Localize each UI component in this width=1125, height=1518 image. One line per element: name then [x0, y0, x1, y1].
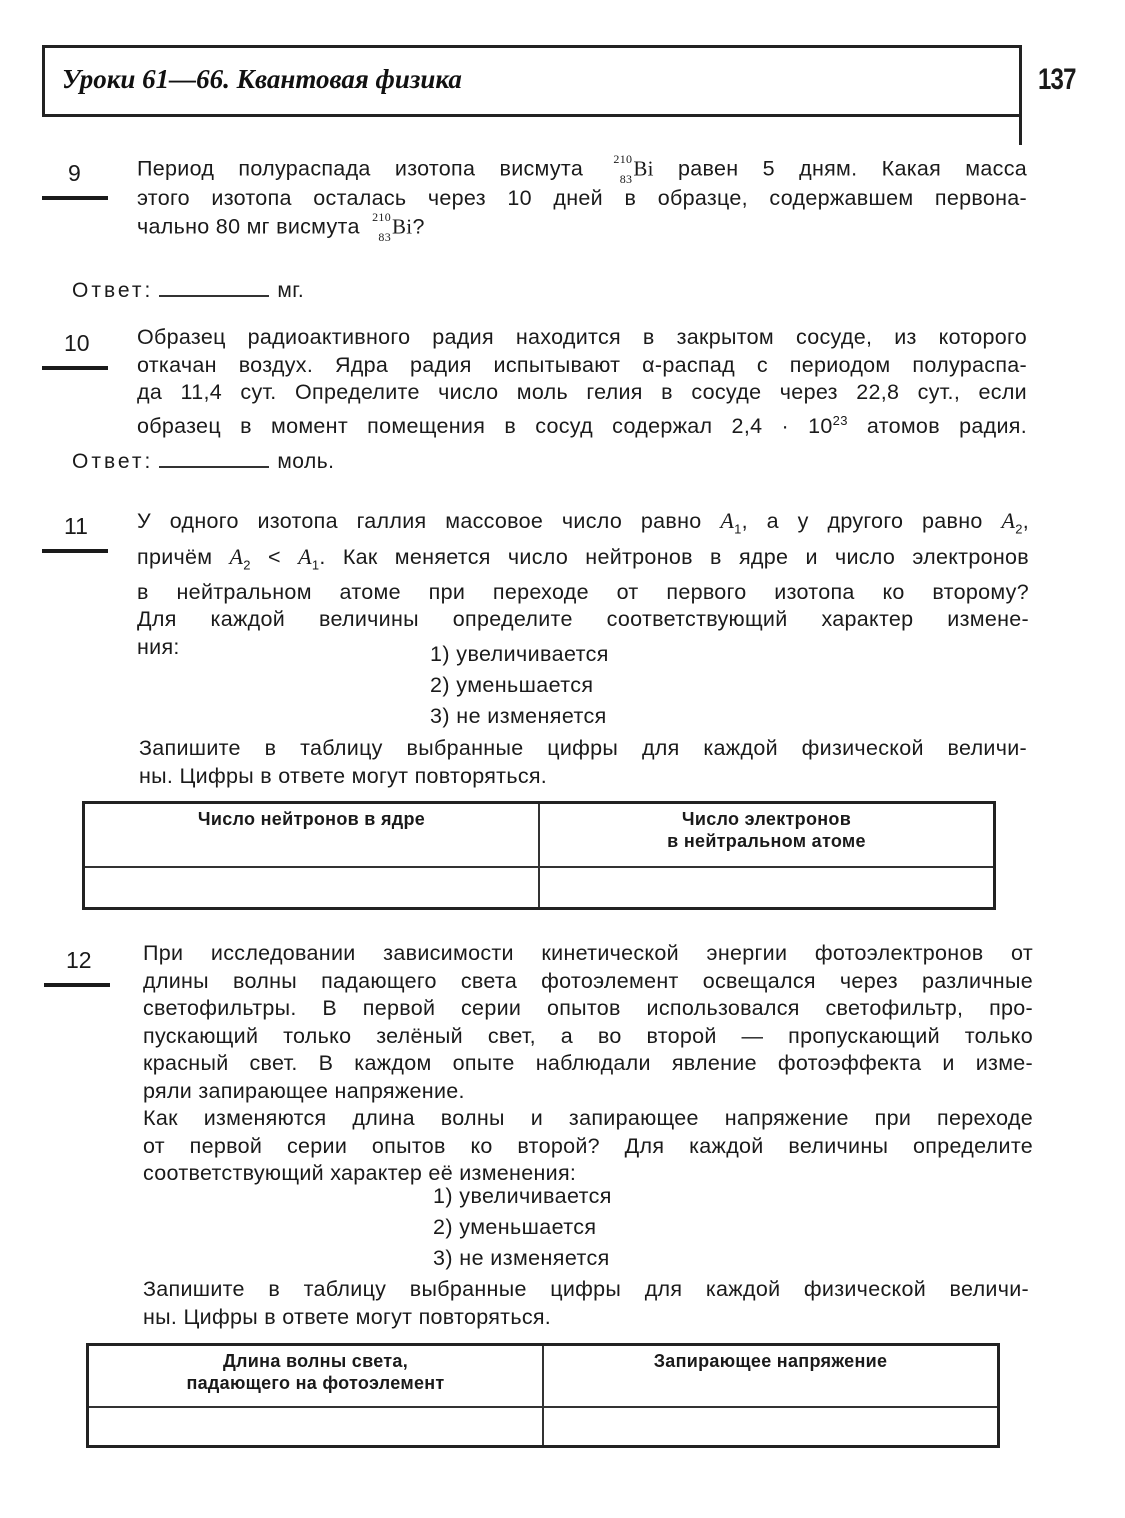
task-10-line4b: атомов радия. [847, 413, 1027, 438]
task-11-line2c: . Как меняется число нейтронов в ядре и число электронов [319, 544, 1029, 569]
var-a2: A [1001, 508, 1016, 533]
table-header-neutrons: Число нейтронов в ядре [84, 803, 540, 867]
task-11-line1c: , [1022, 509, 1029, 533]
task-10-line3: да 11,4 сут. Определите число моль гелия в сосуде через 22,8 сут., если [137, 380, 1027, 404]
table-header-wavelength: Длина волны света, падающего на фотоэлемент [88, 1345, 544, 1407]
task-9-text [137, 152, 1027, 244]
isotope-z-2: 83 [378, 229, 391, 244]
task-marker-9 [42, 196, 108, 200]
isotope-mass-2: 210 [372, 209, 391, 224]
answer-field-9[interactable] [159, 294, 269, 297]
task-9-line3a: чально 80 мг висмута [137, 214, 360, 239]
isotope-mass: 210 [613, 152, 633, 166]
var-a1b: A [298, 543, 312, 569]
task-11-text [137, 507, 1029, 661]
var-a1: A [720, 508, 735, 533]
task-11-instr2: ны. Цифры в ответе могут повторяться. [139, 763, 548, 788]
task-11-line1a: У одного изотопа галлия массовое число равно [137, 509, 721, 533]
task-12-line: светофильтры. В первой серии опытов использовался светофильтр, про- [143, 996, 1033, 1020]
task-10-line1: Образец радиоактивного радия находится в закрытом сосуде, из которого [137, 325, 1027, 349]
task-9-line1a: Период полураспада изотопа висмута [137, 156, 584, 181]
answer-unit: моль. [277, 450, 335, 473]
task-12-line: соответствующий характер её изменения: [143, 1161, 577, 1185]
task-number-12: 12 [66, 947, 92, 973]
task-12-line: ряли запирающее напряжение. [143, 1078, 465, 1103]
isotope-symbol: Bi [633, 156, 654, 181]
isotope-symbol-2: Bi [392, 214, 413, 239]
sub-1: 1 [734, 521, 742, 537]
answer-label: Ответ: [72, 450, 154, 473]
answer-label: Ответ: [72, 279, 154, 302]
task-number-10: 10 [64, 330, 90, 356]
sub-1b: 1 [311, 557, 320, 573]
task-10-line4a: образец в момент помещения в сосуд содержал 2,4 · 10 [137, 413, 833, 438]
task-12-line: длины волны падающего света фотоэлемент освещался через различные [143, 968, 1033, 993]
task-11-line4: Для каждой величины определите соответствующий характер измене- [137, 607, 1029, 632]
task-10-answer [72, 450, 335, 474]
task-12-line: При исследовании зависимости кинетической энергии фотоэлектронов от [143, 941, 1033, 965]
table-header-electrons: Число электронов в нейтральном атоме [539, 803, 995, 867]
task-12-line: красный свет. В каждом опыте наблюдали явление фотоэффекта и изме- [143, 1051, 1033, 1075]
task-11-line5: ния: [137, 634, 180, 659]
task-11-line2a: причём [137, 544, 230, 569]
task-marker-11 [42, 549, 108, 553]
answer-cell-neutrons[interactable] [84, 867, 540, 909]
bismuth-isotope [608, 152, 633, 186]
answer-cell-wavelength[interactable] [88, 1407, 544, 1447]
task-11-option-1: 1) увеличивается [430, 642, 609, 666]
task-11-instruction [139, 735, 1027, 790]
answer-cell-voltage[interactable] [543, 1407, 999, 1447]
task-11-instr1: Запишите в таблицу выбранные цифры для каждой физической величи- [139, 736, 1027, 760]
bismuth-isotope-2 [367, 209, 391, 244]
task-9-line1b: равен 5 дням. Какая масса [677, 156, 1027, 181]
task-12-instr2: ны. Цифры в ответе могут повторяться. [143, 1304, 552, 1329]
task-11-line3: в нейтральном атоме при переходе от первого изотопа ко второму? [137, 579, 1029, 604]
task-10-exponent: 23 [832, 412, 848, 428]
sub-2b: 2 [243, 557, 251, 573]
task-11-line2b: < [250, 544, 299, 569]
task-11-option-2: 2) уменьшается [430, 673, 594, 697]
var-a2b: A [229, 543, 244, 569]
task-number-9: 9 [68, 160, 81, 186]
task-9-line2: этого изотопа осталась через 10 дней в образце, содержавшем первона- [137, 186, 1027, 210]
sub-2: 2 [1015, 521, 1023, 537]
answer-field-10[interactable] [159, 465, 269, 468]
task-12-line: от первой серии опытов ко второй? Для каждой величины определите [143, 1133, 1033, 1158]
task-11-option-3: 3) не изменяется [430, 704, 607, 728]
page-title: Уроки 61—66. Квантовая физика [62, 64, 462, 94]
task-12-option-3: 3) не изменяется [433, 1246, 610, 1270]
task-marker-10 [42, 366, 108, 370]
task-9-answer [72, 279, 304, 303]
task-9-line3b: ? [412, 214, 425, 239]
table-header-stopping-voltage: Запирающее напряжение [543, 1345, 999, 1407]
task-12-option-1: 1) увеличивается [433, 1184, 612, 1208]
task-10-line2: откачан воздух. Ядра радия испытывают α-распад с периодом полураспа- [137, 352, 1027, 377]
task-12-line: Как изменяются длина волны и запирающее напряжение при переходе [143, 1106, 1033, 1130]
task-11-answer-table [82, 801, 996, 910]
task-12-instruction [143, 1276, 1029, 1331]
task-marker-12 [44, 983, 110, 987]
task-12-instr1: Запишите в таблицу выбранные цифры для каждой физической величи- [143, 1277, 1029, 1301]
task-10-text [137, 324, 1027, 440]
task-12-text [143, 940, 1033, 1188]
page-number: 137 [1038, 63, 1076, 96]
task-12-option-2: 2) уменьшается [433, 1215, 597, 1239]
header-frame-tail [1019, 115, 1022, 145]
task-number-11: 11 [64, 513, 88, 539]
task-12-line: пускающий только зелёный свет, а во второй — пропускающий только [143, 1023, 1033, 1048]
answer-cell-electrons[interactable] [539, 867, 995, 909]
answer-unit: мг. [277, 279, 305, 302]
isotope-z: 83 [619, 172, 633, 186]
task-11-line1b: , а у другого равно [741, 509, 1002, 533]
task-12-answer-table [86, 1343, 1000, 1448]
